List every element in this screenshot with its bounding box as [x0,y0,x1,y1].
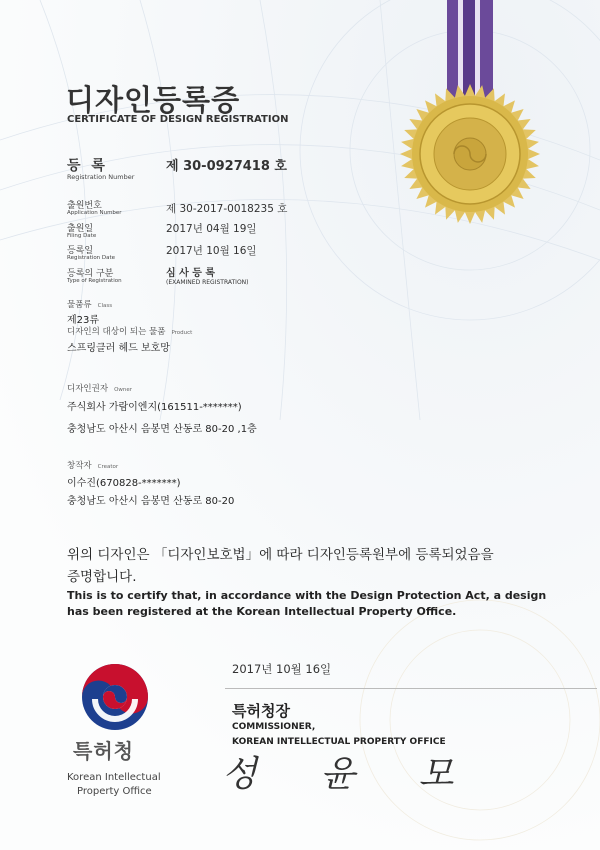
product-value: 스프링클러 헤드 보호망 [67,343,170,354]
class-label-en: Class [97,303,113,309]
registration-date-value: 2017년 10월 16일 [166,245,257,257]
kipo-logo-icon [80,662,150,732]
filing-date-label: 출원일 [67,224,94,234]
certification-text-en-1: This is to certify that, in accordance with the Design Protection Act, a design [67,589,547,602]
class-label-kr: 물품류 [67,300,92,310]
registration-number: 제 30-0927418 호 [166,159,287,174]
owner-name: 주식회사 가람이엔지(161511-*******) [67,402,242,413]
product-label [67,325,192,337]
certificate-title-en: CERTIFICATE OF DESIGN REGISTRATION [67,114,289,125]
class-label [67,298,112,310]
creator-address: 충청남도 아산시 음봉면 산동로 80-20 [67,496,235,507]
certification-text-kr-1: 위의 디자인은 「디자인보호법」에 따라 디자인등록원부에 등록되었음을 [67,547,494,563]
application-number-label-en: Application Number [67,210,122,216]
certification-text-kr-2: 증명합니다. [67,569,137,585]
creator-label-en: Creator [97,464,119,470]
certificate-title-kr: 디자인등록증 [66,83,241,117]
registration-label-en: Registration Number [67,173,135,181]
issue-date: 2017년 10월 16일 [232,662,332,676]
product-label-en: Product [171,330,193,336]
class-value: 제23류 [67,315,100,326]
product-label-kr: 디자인의 대상이 되는 물품 [67,327,166,337]
owner-label-en: Owner [114,387,133,393]
creator-label-kr: 창작자 [67,461,92,471]
creator-label [67,459,118,471]
owner-address: 충청남도 아산시 음봉면 산동로 80-20 ,1층 [67,424,257,435]
registration-type-value: 심 사 등 록 [166,268,216,279]
commissioner-title-kr: 특허청장 [232,702,290,720]
filing-date-label-en: Filing Date [67,233,97,239]
kipo-name-kr: 특허청 [73,739,134,763]
registration-type-value-en: (EXAMINED REGISTRATION) [166,279,249,286]
creator-name: 이수진(670828-*******) [67,478,181,489]
registration-type-label-en: Type of Registration [67,278,122,284]
certification-text-en-2: has been registered at the Korean Intellectual Property Office. [67,605,457,618]
commissioner-title-en-1: COMMISSIONER, [232,722,316,732]
signature-divider [225,688,597,689]
commissioner-title-en-2: KOREAN INTELLECTUAL PROPERTY OFFICE [232,737,446,747]
gold-seal [398,82,542,226]
registration-label-kr: 등 록 [67,158,108,174]
registration-type-label: 등록의 구분 [67,269,114,279]
kipo-name-en-1: Korean Intellectual [67,772,161,783]
owner-label-kr: 디자인권자 [67,384,109,394]
commissioner-signature: 성 윤 모 [222,754,480,795]
application-number-label: 출원번호 [67,201,102,211]
owner-label [67,382,132,394]
application-number-value: 제 30-2017-0018235 호 [166,203,288,215]
filing-date-value: 2017년 04월 19일 [166,223,257,235]
registration-date-label-en: Registration Date [67,255,116,261]
kipo-name-en-2: Property Office [77,786,152,797]
registration-date-label: 등록일 [67,246,94,256]
